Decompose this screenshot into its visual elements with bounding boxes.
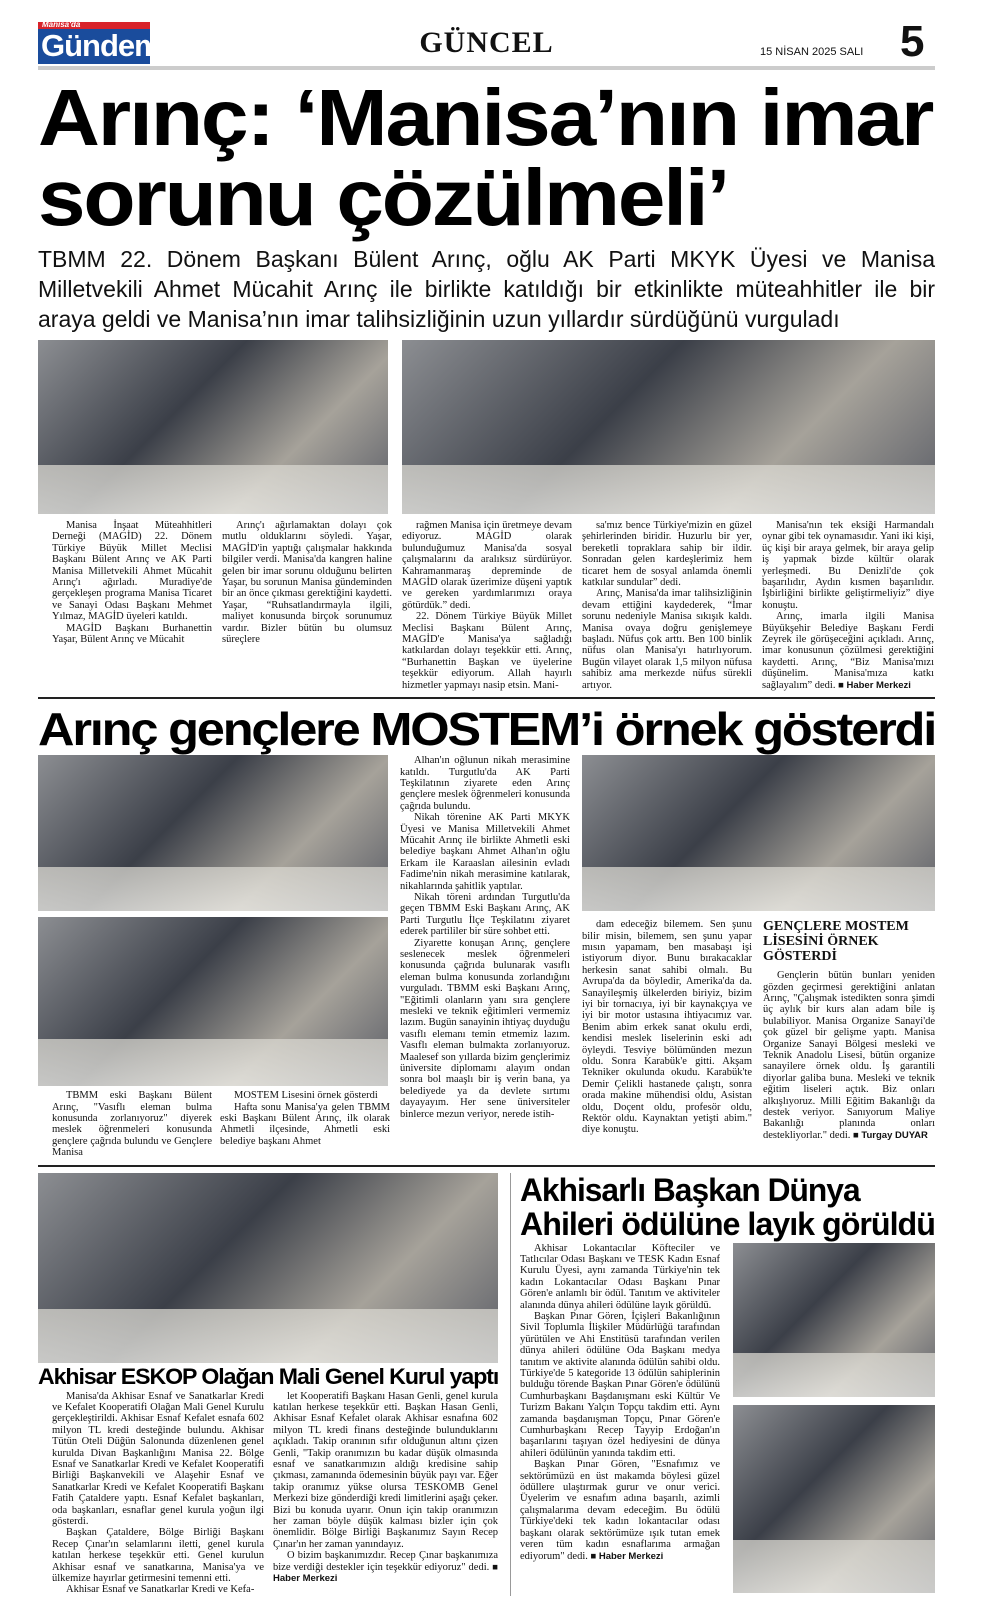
paragraph-text: Akhisar Lokantacılar Köfteciler ve Tatlıcılar Odası Başkanı ve TESK Kadın Esnaf Kurulu Üyesi, aynı zamanda Türkiye'nin tek kadın Lokantacılar Odası Başkanı Pınar Gören'e anlamlı bir ödül. Tanıtım ve aktiviteler alanında dünya ahileri ödülüne layık görüldü. [520, 1242, 720, 1311]
paragraph [582, 588, 752, 691]
text-column [52, 1090, 212, 1158]
paragraph-text: sa'mız bence Türkiye'mizin en güzel şehirlerinden biridir. Huzurlu bir yer, bereketli topraklara sahip bir ildir. Sonradan gelen kardeşlerimiz hem ticaret hem de sosyal anlamda önemli katkılar sundular” dedi. [582, 520, 752, 589]
text-column [400, 755, 570, 1120]
paragraph-text: let Kooperatifi Başkanı Hasan Genli, genel kurula katılan herkese teşekkür etti. Başkan Hasan Genli, Akhisar Esnaf Kefalet olarak Akhisar esnafına 602 milyon TL kredi finans desteğinde bulunduklarını açıkladı. Takip oranının sıfır olduğunun altını çizen Genli, "Takip oranımızın bu kadar düşük olmasında esnaf ve sanatkarımızın aldığı kredisine sahip çıkması, zamanında ödemesinin büyük payı var. Eğer takip oranımız yükse olursa TESKOMB Genel Merkezi bize gönderdiği kredi limitlerini aşağı çeker. Bizi bu konuda uyarır. Onun için takip oranımızın her zaman böyle düşük kalması bizler için çok önemlidir. Bölge Birliği Başkanımız Sayın Recep Çınar'ın her zaman yanındayız. [273, 1390, 498, 1550]
page-number: 5 [900, 17, 925, 66]
byline: ■ Haber Merkezi [590, 1550, 664, 1562]
byline: ■ Haber Merkezi [838, 679, 911, 691]
text-column [763, 970, 935, 1141]
photo-meeting-table [38, 340, 388, 514]
paragraph [400, 812, 570, 892]
photo-wedding [38, 755, 388, 911]
paragraph-text: Arınç'ı ağırlamaktan dolayı çok mutlu olduklarını söyledi. Yaşar, MAGİD'in yaptığı çalışmalar hakkında bilgiler verdi. Manisa'da kangren haline gelen bir imar sorunu olduğunu belirten Yaşar, bu sorunun Manisa gündeminden bir an önce çıkması gerektiğini kaydetti. Yaşar, “Ruhsatlandırmayla ilgili, maliyet konusunda birçok sorunumuz vardır. Bizler bütün bu olumsuz süreçlere [222, 520, 392, 646]
article-deck: TBMM 22. Dönem Başkanı Bülent Arınç, oğlu AK Parti MKYK Üyesi ve Manisa Milletvekili Ahmet Mücahit Arınç ile birlikte katıldığı bir etkinlikte müteahhitler ile bir araya geldi ve Manisa’nın imar talihsizliğinin uzun yıllardır sürdüğünü vurguladı [38, 246, 935, 332]
paragraph-text: Gençlerin bütün bunları yeniden gözden geçirmesi gerektiğini anlatan Arınç, "Çalışmak istedikten sonra şimdi üç aylık bir kurs alan adam bile iş bulabiliyor. Manisa Organize Sanayi'de çok güzel bir gelişme yaptı. Manisa Organize Sanayi Bölgesi mesleki ve Teknik Anadolu Lisesi, bütün organize sanayilere örnek oldu. İş garantili diyorlar galiba buna. Mesleki ve teknik eğitim liseleri açtık. Biz onları alkışlıyoruz. Milli Eğitim Bakanlığı da destek veriyor. Sanıyorum Maliye Bakanlığı planında onları destekliyorlar." dedi. [763, 970, 935, 1141]
paragraph [52, 1527, 264, 1584]
text-column [402, 520, 572, 691]
paragraph-text: Hafta sonu Manisa'ya gelen TBMM eski Başkanı Bülent Arınç, ilk olarak Ahmetli ilçesinde, Ahmetli eski belediye başkanı Ahmet [220, 1101, 390, 1147]
section-title: GÜNCEL [419, 26, 554, 59]
paragraph [52, 1391, 264, 1528]
paragraph-text: Arınç, imarla ilgili Manisa Büyükşehir Belediye Başkanı Ferdi Zeyrek ile görüşeceğini açıkladı. Arınç, imar konusunun çözülmesi gerektiğini kaydetti. Arınç, “Biz Manisa'mızı düşünelim. Manisa'mıza katkı sağlayalım” dedi. [762, 611, 934, 691]
headline-line-1: Arınç: ‘Manisa’nın imar [38, 73, 933, 162]
masthead [38, 0, 935, 72]
paragraph-text: O bizim başkanımızdır. Recep Çınar başkanımıza bize verdiği destekler için teşekkür ediyoruz" dedi. [273, 1550, 498, 1573]
paragraph [220, 1102, 390, 1148]
paragraph [52, 623, 212, 646]
article-mostem [38, 705, 935, 1158]
text-column [52, 520, 212, 691]
headline-line-2: Ahileri ödülüne layık görüldü [520, 1205, 935, 1242]
headline: Arınç gençlere MOSTEM’i örnek gösterdi [38, 703, 936, 756]
article-imar [38, 73, 935, 691]
photo-award-speech [733, 1243, 935, 1397]
paragraph [52, 520, 212, 623]
article-ahi-award [520, 1173, 935, 1593]
paragraph [762, 611, 934, 691]
paragraph [520, 1459, 720, 1562]
subheading: GENÇLERE MOSTEM LİSESİNİ ÖRNEK GÖSTERDİ [763, 919, 909, 965]
issue-date: 15 NİSAN 2025 SALI [760, 46, 864, 58]
photo-general-assembly [38, 1173, 498, 1363]
text-column [582, 919, 752, 1141]
logo-tagline: Manisa'da [42, 20, 81, 29]
text-column [582, 520, 752, 691]
paragraph-text: Manisa'nın tek eksiği Harmandalı oynar gibi tek oynamasıdır. Yani iki kişi, üç kişi bir araya gelmek, bir araya gelip iş yapmak bizde kültür olarak yerleşmedi. Bu Denizli'de çok başarılıdır, Aydın kısmen başarılıdır. İşbirliğini birlikte geliştirmeliyiz” diye konuştu. [762, 520, 934, 611]
paragraph-text: Alhan'ın oğlunun nikah merasimine katıldı. Turgutlu'da AK Parti Teşkilatının ziyarete eden Arınç gençlere meslek öğrenmeleri konusunda çağrıda bulundu. [400, 755, 570, 812]
paragraph [582, 520, 752, 588]
paragraph [520, 1311, 720, 1459]
paragraph-text: Akhisar Esnaf ve Sanatkarlar Kredi ve Kefa- [66, 1584, 255, 1596]
paragraph-text: Nikah törenine AK Parti MKYK Üyesi ve Manisa Milletvekili Ahmet Mücahit Arınç ile birlikte Ahmetli eski belediye başkanı Ahmet Alhan'ın oğlu Erkam ile Karaaslan ailesinin evladı Fadime'nin nikah merasimine katılarak, nikahlarında şahitlik yaptılar. [400, 812, 570, 892]
article-eskop [38, 1173, 498, 1596]
paragraph [582, 919, 752, 1136]
headline-line-1: Akhisarlı Başkan Dünya [520, 1171, 860, 1208]
masthead-divider [38, 66, 935, 70]
paragraph-text: Manisa İnşaat Müteahhitleri Derneği (MAGİD) 22. Dönem Türkiye Büyük Millet Meclisi Başkanı Bülent Arınç ve AK Parti Manisa Milletvekili Ahmet Mücahit Arınç'ı ağırladı. Muradiye'de gerçekleşen programa Manisa Ticaret ve Sanayi Odası Başkanı Mehmet Yılmaz, MAGİD üyeleri katıldı. [52, 520, 212, 623]
text-column [273, 1391, 498, 1596]
paragraph [220, 1090, 390, 1101]
paragraph-text: dam edeceğiz bilemem. Sen şunu bilir misin, bilemem, sen şunu yapar mısın yapamam, ben masabaşı işi istiyorum diyor. Bunu bırakacaklar herkesin sanat sahibi olmalı. Bu Avrupa'da da böyledir, Amerika'da da. Sanayileşmiş ülkelerden biriyiz, bizim iyi bir tornacıya, iyi bir kaynakçıya ve iyi bir motor ustasına ihtiyacımız var. Benim abim erkek sanat okulu erdi, kendisi meslek liselerinin eski adı öyleydi. Tesviye bölümünden mezun oldu. Sonra Karabük'e gitti. Akşam Tekniker okulunda okudu. Karabük'te Demir Çelikli hastanede çalıştı, sonra orada makine mühendisi oldu, Asistan oldu, Doçent oldu, profesör oldu, Rektör oldu. Kaynaktan yetişti abim." diye konuştu. [582, 919, 752, 1136]
paragraph [400, 755, 570, 812]
left-block [38, 755, 388, 1158]
text-column [220, 1090, 390, 1158]
photo-group [402, 340, 935, 514]
paragraph [273, 1550, 498, 1584]
paragraph-text: Başkan Çataldere, Bölge Birliği Başkanı Recep Çınar'ın selamlarını iletti, genel kurula katılan herkese teşekkür etti. Genel kurulun Akhisar esnaf ve sanatkarına, Manisa'ya ve ülkemize hayırlar getirmesini temenni etti. [52, 1527, 264, 1585]
paragraph-text: Nikah töreni ardından Turgutlu'da geçen TBMM Eski Başkanı Arınç, AK Parti Turgutlu İlçe Teşkilatını ziyaret ederek partililer bir süre sohbet etti. [400, 891, 570, 938]
divider [38, 697, 935, 699]
paragraph [52, 1090, 212, 1158]
paragraph [273, 1391, 498, 1551]
paragraph [400, 938, 570, 1121]
photo-party-visit [38, 917, 388, 1086]
paragraph-text: Başkan Pınar Gören, İçişleri Bakanlığının Sivil Toplumla İlişkiler Müdürlüğü tarafından yürütülen ve Ahi Enstitüsü tarafından verilen dünya ahileri ödülüne Oda Başkanı medya tanıtım ve aktivite alanında ödülün sahibi oldu. Türkiye'de 5 kategoride 13 ödülün sahiplerinin bulduğu törende Başkan Pınar Gören'e ödülünü Cumhurbaşkanı Başdanışmanı eski Kültür Ve Turizm Bakanı Yalçın Topçu takdim etti. Aynı zamanda başdanışman Topçu, Pınar Gören'e Cumhurbaşkanı Recep Tayyip Erdoğan'ın başarılarını taşıyan özel hediyesini de dünya ahileri ödülünün yanında takdim etti. [520, 1310, 720, 1459]
right-block [582, 755, 935, 1141]
paragraph [402, 520, 572, 611]
text-column [222, 520, 392, 691]
paragraph-text: rağmen Manisa için üretmeye devam ediyoruz. MAGİD olarak bulunduğumuz Manisa'da sosyal çalışmalarını da aralıksız sürdürüyor. Kahramanmaraş depreminde de MAGİD olarak üzerimize düşeni yaptık ve gereken yardımlarımızı oraya götürdük.” dedi. [402, 520, 572, 611]
paragraph-text: MOSTEM Lisesini örnek gösterdi [234, 1090, 378, 1102]
divider [38, 1165, 935, 1167]
paragraph-text: TBMM eski Başkanı Bülent Arınç, "Vasıflı eleman bulma konusunda zorlanıyoruz" diyerek meslek öğrenmeleri konusunda gençlere çağrıda bulundu ve Gençlere Manisa [52, 1090, 212, 1159]
paragraph-text: Manisa'da Akhisar Esnaf ve Sanatkarlar Kredi ve Kefalet Kooperatifi Olağan Mali Genel Kurulu gerçekleştirildi. Akhisar Esnaf Kefalet esnafa 602 milyon TL kredi desteğinde bulundu. Akhisar Tütün Oteli Düğün Salonunda düzenlenen genel kurulda Divan Başkanlığını Manisa 22. Bölge Esnaf ve Sanatkarlar Kredi ve Kefalet Kooperatifi Birliği Başkanvekili ve Alaşehir Esnaf ve Sanatkarlar Kredi ve Kefalet Kooperatifi Başkanı Fatih Çataldere yaptı. Esnaf Kefalet başkanları, oda başkanları, esnaflar genel kurula yoğun ilgi gösterdi. [52, 1390, 264, 1527]
paragraph-text: Ziyarette konuşan Arınç, gençlere seslenecek meslek öğrenmeleri konusunda çağrıda bulunarak vasıflı eleman bulma konusunda zorlandığını vurguladı. TBMM eski Başkanı Arınç, "Eğitimli olanların yanı sıra gençlere mesleki ve teknik eğitimleri vermemiz lazım. Bugün sanayinin ihtiyaç duyduğu vasıflı elemanı temin etmemiz lazım. Vasıflı eleman bulmakta zorlanıyoruz. Maalesef son yıllarda bizim gençlerimiz üniversite diplomamı alayım ondan sonra bol maaşlı bir iş verin bana, ya belediyede ya da devlete sırtımı dayayayım. Her sene üniversiteler binlerce mezun veriyor, nerede istih- [400, 937, 571, 1120]
paragraph [762, 520, 934, 611]
column-divider [510, 1173, 511, 1596]
paragraph-text: 22. Dönem Türkiye Büyük Millet Meclisi Başkanı Bülent Arınç, MAGİD'e Manisa'ya sağladığı katkılardan dolayı teşekkür etti. Arınç, “Burhanettin Başkan ve üyelerine teşekkür ediyorum. Allah hayırlı hizmetler yapmayı nasip etsin. Mani- [402, 611, 572, 691]
paragraph [400, 892, 570, 938]
paragraph [402, 611, 572, 691]
photo-award-ceremony [733, 1405, 935, 1593]
paragraph [52, 1584, 264, 1595]
paragraph [222, 520, 392, 645]
paragraph [520, 1243, 720, 1311]
text-column [762, 520, 934, 691]
paragraph [763, 970, 935, 1141]
byline: ■ Haber Merkezi [273, 1561, 498, 1585]
headline: Akhisar ESKOP Olağan Mali Genel Kurul yaptı [38, 1363, 499, 1389]
paragraph-text: Başkan Pınar Gören, "Esnafımız ve sektörümüzü en üst makamda böylesi güzel ödüllere ulaştırmak gurur ve onur verici. Üyelerim ve esnafım adına başarılı, azimli çalışmalarıma devam edeceğim. Bu ödülü Türkiye'deki tek kadın lokantacılar odası başkanı olarak sektörümüze ışık tutan emek veren tüm kadın esnaflarıma armağan ediyorum" dedi. [520, 1459, 720, 1562]
paragraph-text: Arınç, Manisa'da imar talihsizliğinin devam ettiğini kaydederek, “İmar sorunu nedeniyle Manisa sıkışık kaldı. Manisa ovaya doğru genişlemeye başladı. Nüfus çok arttı. Ben 100 binlik nüfus olan Manisa'yı hatırlıyorum. Bugün vilayet olarak 1,5 milyon nüfusa sahibiz ama merkezde nüfus sürekli artıyor. [582, 588, 752, 691]
photo-meeting-room [582, 755, 935, 911]
logo-text: Gündem [41, 28, 161, 63]
text-column [520, 1243, 720, 1562]
byline: ■ Turgay DUYAR [853, 1129, 928, 1141]
text-column [52, 1391, 264, 1596]
paragraph-text: MAGİD Başkanı Burhanettin Yaşar, Bülent Arınç ve Mücahit [52, 622, 212, 646]
headline-line-2: sorunu çözülmeli’ [38, 153, 729, 242]
